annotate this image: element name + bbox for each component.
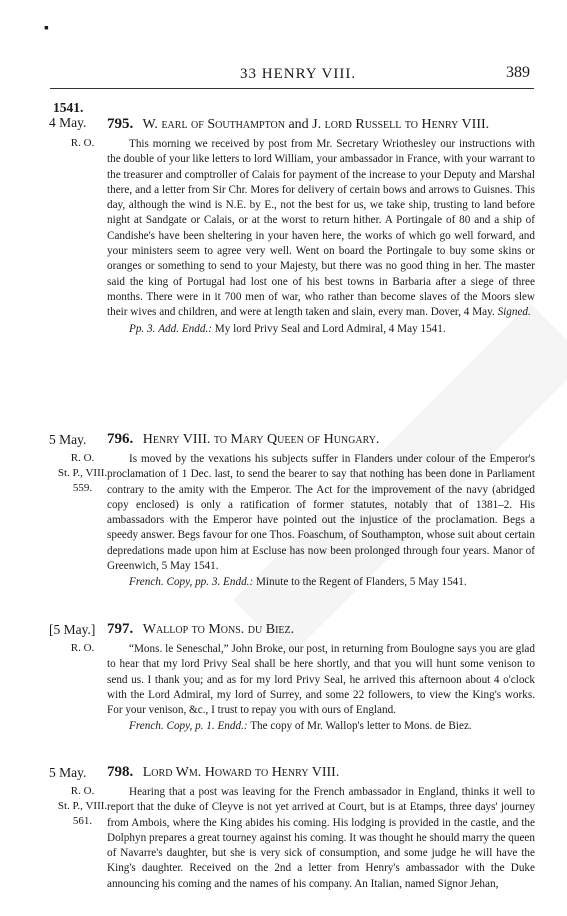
entry-796 [107, 430, 535, 591]
entry-795-endorse-text: My lord Privy Seal and Lord Admiral, 4 May 1541. [214, 322, 446, 335]
entry-796-source-ro: R. O. [70, 452, 95, 464]
entry-797-number: 797. [107, 621, 134, 637]
entry-796-heading-text: Henry VIII. to Mary Queen of Hungary. [142, 432, 380, 447]
entry-798-heading [107, 763, 535, 782]
entry-795-source: R. O. [70, 137, 95, 149]
entry-795-head-and: and [288, 117, 309, 132]
entry-795-head-title2: lord [324, 117, 352, 132]
entry-797-endorse-text: The copy of Mr. Wallop's letter to Mons. de Biez. [250, 720, 472, 733]
entry-795-year: 1541. [53, 100, 84, 115]
entry-798-number: 798. [107, 764, 134, 780]
entry-796-source-page: 559. [72, 482, 93, 494]
entry-795-signed: Signed. [497, 306, 531, 319]
header-rule [50, 88, 534, 89]
entry-798-heading-text: Lord Wm. Howard to Henry VIII. [142, 765, 340, 780]
entry-795-pages: Pp. 3. [129, 322, 156, 335]
entry-797-source: R. O. [70, 642, 95, 654]
entry-798-source-ro: R. O. [70, 785, 95, 797]
entry-795-endorsement [107, 322, 535, 337]
entry-798-source-stp: St. P., VIII. [57, 800, 108, 812]
entry-798-body: Hearing that a post was leaving for the French ambassador in England, thinks it well to report that the duke of Cleyve is not yet arrived at Court, but is at Etamps, three days' journey from Ambois, where the King abides his coming. His lodging is provided in the castle, and the Dolphyn prepares a great tourney against his coming. It was thought he should marry the queen of Navarre's daughter, but she is very sick of consumption, and some judge he will have the King's daughter. Received on the 2nd a letter from Henry's ambassador with the Duke announcing his coming and the names of his company. An Italian, named Signor Jehan, [107, 786, 535, 890]
entry-795-head-name: Southampton [207, 117, 285, 132]
entry-797-body: “Mons. le Seneschal,” John Broke, our post, in returning from Boulogne says you are glad to hear that my lord Privy Seal shall be here shortly, and that you will hunt some venison to send us. I thank you; and as for my lord Privy Seal, he arrived this afternoon about 4 o'clock with the Lord Admiral, my lord of Surrey, and some 22 followers, to view the King's works. For your venison, &c., I trust to repay you with ours of England. [107, 643, 535, 717]
entry-795-head-initial: W. [142, 117, 158, 132]
entry-796-endorsement [107, 575, 535, 590]
entry-795-endd: Endd.: [181, 322, 212, 335]
entry-798-margin [49, 765, 110, 829]
entry-798 [107, 763, 535, 892]
entry-796-source-stp: St. P., VIII. [57, 467, 108, 479]
entry-798-source-page: 561. [72, 815, 93, 827]
entry-797 [107, 620, 535, 735]
entry-795-date: 4 May. [49, 115, 87, 130]
entry-796-endd: Endd.: [223, 576, 254, 589]
corner-mark: ▪ [44, 21, 49, 36]
entry-796-copy: French. Copy, pp. 3. [129, 576, 221, 589]
entry-797-copy: French. Copy, p. 1. [129, 720, 215, 733]
entry-795-head-initial2: J. [312, 117, 322, 132]
entry-795-text: This morning we received by post from Mr. Secretary Wriothesley our instructions with the double of your like letters to lord William, your ambassador in France, with your warrant to the treasurer and comptroller of Calais for payment of the increase to your Deputy and Marshal there, and a letter from Sir Chr. Mores for delivery of certain bows and arrows to Guisnes. This day, although the wind is N.E. by E., not the best for us, we take ship, trusting to land before night at Sandgate or Calais, or at the worst to return hither. A Portingale of 80 and a ship of Candishe's have been sheltering in your haven here, the works of which go well forward, and your ministers seem to agree very well. Went on board the Portingale to buy some skins or oranges or something to send to your Majesty, but there was no good thing in her. The master said the king of Portugal had lost one of his best towns in Barbaria after a siege of three months. There were in it 700 men of war, who rather than become slaves of the Moors slew their wives and children, and were at length taken and slain, every man. Dover, 4 May. [107, 138, 535, 319]
entry-796-date: 5 May. [49, 432, 87, 447]
entry-796-body: Is moved by the vexations his subjects suffer in Flanders under colour of the Emperor's proclamation of 1 Dec. last, to send the bearer to say that nothing has been done in Parliament contrary to the amity with the Emperor. The Act for the improvement of the navy (abridged copy enclosed) is only a ratification of former statutes, notably that of 1381–2. His ambassadors with the Emperor have pointed out the injustice of the proclamation. Begs a speedy answer. Begs favour for one Thos. Foaschum, of Southampton, whose suit about certain depredations made upon him at Escluse has now been prolonged through four years. Manor of Greenwich, 5 May 1541. [107, 453, 535, 573]
entry-797-margin [49, 622, 110, 656]
entry-797-date: [5 May.] [49, 622, 96, 637]
entry-797-endd: Endd.: [217, 720, 248, 733]
entry-796-number: 796. [107, 431, 134, 447]
entry-797-heading-text: Wallop to Mons. du Biez. [142, 622, 295, 637]
entry-795 [107, 115, 535, 337]
entry-795-add: Add. [158, 322, 180, 335]
entry-798-date: 5 May. [49, 765, 87, 780]
entry-795-margin [49, 100, 110, 151]
running-header-title: 33 HENRY VIII. [240, 66, 357, 82]
entry-795-number: 795. [107, 116, 134, 132]
entry-797-endorsement [107, 719, 535, 734]
entry-795-body [107, 137, 535, 321]
entry-796-heading [107, 430, 535, 449]
page-number: 389 [506, 64, 530, 81]
entry-795-head-title: earl of [161, 117, 204, 132]
entry-795-heading [107, 115, 535, 134]
entry-796-endorse-text: Minute to the Regent of Flanders, 5 May 1541. [255, 576, 467, 589]
entry-796-margin [49, 432, 110, 496]
entry-797-heading [107, 620, 535, 639]
entry-795-head-tail: Russell to Henry VIII. [355, 117, 490, 132]
